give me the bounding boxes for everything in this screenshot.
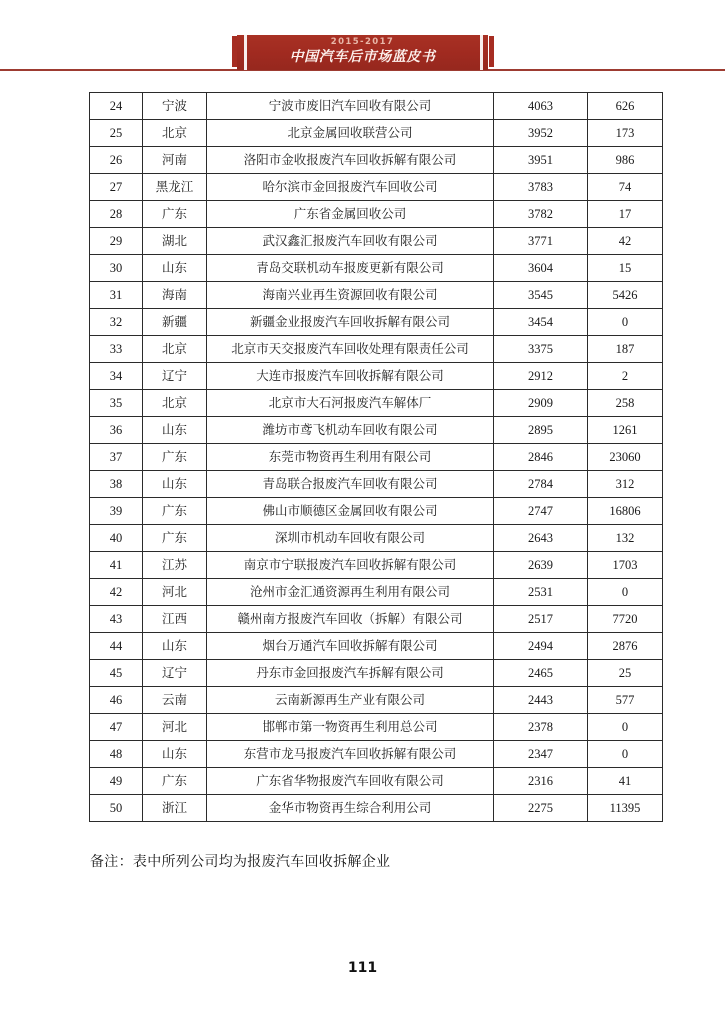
cell-value-2: 42 (588, 228, 663, 255)
cell-company: 南京市宁联报废汽车回收拆解有限公司 (207, 552, 494, 579)
cell-value-1: 3604 (494, 255, 588, 282)
cell-region: 北京 (143, 120, 207, 147)
table-row (90, 633, 663, 660)
cell-region: 北京 (143, 390, 207, 417)
cell-value-1: 2378 (494, 714, 588, 741)
cell-company: 青岛交联机动车报废更新有限公司 (207, 255, 494, 282)
header-title: 中国汽车后市场蓝皮书 (289, 49, 436, 65)
cell-value-1: 2531 (494, 579, 588, 606)
table-row (90, 795, 663, 822)
cell-rank: 33 (90, 336, 143, 363)
cell-rank: 46 (90, 687, 143, 714)
cell-rank: 25 (90, 120, 143, 147)
cell-value-2: 258 (588, 390, 663, 417)
cell-region: 广东 (143, 444, 207, 471)
cell-value-1: 2465 (494, 660, 588, 687)
table-row (90, 336, 663, 363)
cell-value-2: 23060 (588, 444, 663, 471)
cell-company: 北京市大石河报废汽车解体厂 (207, 390, 494, 417)
cell-value-2: 0 (588, 714, 663, 741)
cell-company: 赣州南方报废汽车回收（拆解）有限公司 (207, 606, 494, 633)
cell-region: 山东 (143, 255, 207, 282)
cell-value-2: 0 (588, 579, 663, 606)
cell-value-2: 577 (588, 687, 663, 714)
cell-region: 云南 (143, 687, 207, 714)
table-row (90, 444, 663, 471)
banner-tick-right (489, 36, 494, 67)
cell-value-1: 2316 (494, 768, 588, 795)
cell-rank: 31 (90, 282, 143, 309)
cell-region: 浙江 (143, 795, 207, 822)
cell-company: 新疆金业报废汽车回收拆解有限公司 (207, 309, 494, 336)
cell-value-2: 11395 (588, 795, 663, 822)
cell-value-1: 2494 (494, 633, 588, 660)
recycling-companies-table (89, 92, 641, 822)
table-row (90, 714, 663, 741)
cell-value-1: 3951 (494, 147, 588, 174)
cell-value-1: 2517 (494, 606, 588, 633)
cell-value-2: 132 (588, 525, 663, 552)
cell-value-1: 2643 (494, 525, 588, 552)
table-footnote: 备注：表中所列公司均为报废汽车回收拆解企业 (90, 855, 391, 870)
page-number: 111 (347, 960, 378, 976)
table-row (90, 228, 663, 255)
cell-company: 北京市天交报废汽车回收处理有限责任公司 (207, 336, 494, 363)
cell-company: 洛阳市金收报废汽车回收拆解有限公司 (207, 147, 494, 174)
cell-rank: 32 (90, 309, 143, 336)
cell-value-1: 2747 (494, 498, 588, 525)
cell-value-2: 74 (588, 174, 663, 201)
cell-region: 江苏 (143, 552, 207, 579)
cell-rank: 39 (90, 498, 143, 525)
cell-region: 山东 (143, 741, 207, 768)
cell-company: 广东省华物报废汽车回收有限公司 (207, 768, 494, 795)
table-row (90, 282, 663, 309)
cell-company: 哈尔滨市金回报废汽车回收公司 (207, 174, 494, 201)
cell-value-2: 2 (588, 363, 663, 390)
cell-value-2: 0 (588, 309, 663, 336)
cell-region: 河南 (143, 147, 207, 174)
table-row (90, 552, 663, 579)
cell-company: 宁波市废旧汽车回收有限公司 (207, 93, 494, 120)
cell-company: 深圳市机动车回收有限公司 (207, 525, 494, 552)
cell-value-1: 3771 (494, 228, 588, 255)
cell-region: 广东 (143, 525, 207, 552)
cell-value-2: 7720 (588, 606, 663, 633)
cell-region: 海南 (143, 282, 207, 309)
cell-rank: 36 (90, 417, 143, 444)
cell-company: 烟台万通汽车回收拆解有限公司 (207, 633, 494, 660)
cell-region: 新疆 (143, 309, 207, 336)
cell-region: 广东 (143, 201, 207, 228)
cell-region: 河北 (143, 714, 207, 741)
header-year-range: 2015-2017 (330, 37, 395, 47)
cell-rank: 42 (90, 579, 143, 606)
cell-rank: 50 (90, 795, 143, 822)
cell-region: 辽宁 (143, 363, 207, 390)
cell-rank: 30 (90, 255, 143, 282)
cell-value-2: 5426 (588, 282, 663, 309)
cell-value-1: 3783 (494, 174, 588, 201)
table-row (90, 174, 663, 201)
cell-region: 宁波 (143, 93, 207, 120)
cell-value-2: 187 (588, 336, 663, 363)
cell-company: 丹东市金回报废汽车拆解有限公司 (207, 660, 494, 687)
cell-region: 山东 (143, 633, 207, 660)
cell-company: 金华市物资再生综合利用公司 (207, 795, 494, 822)
cell-region: 河北 (143, 579, 207, 606)
table-row (90, 498, 663, 525)
table-row (90, 687, 663, 714)
cell-rank: 45 (90, 660, 143, 687)
cell-value-1: 2846 (494, 444, 588, 471)
cell-value-1: 2895 (494, 417, 588, 444)
cell-rank: 43 (90, 606, 143, 633)
table-row (90, 660, 663, 687)
cell-rank: 49 (90, 768, 143, 795)
cell-value-2: 626 (588, 93, 663, 120)
table-row (90, 255, 663, 282)
cell-region: 辽宁 (143, 660, 207, 687)
cell-rank: 40 (90, 525, 143, 552)
cell-rank: 48 (90, 741, 143, 768)
cell-company: 云南新源再生产业有限公司 (207, 687, 494, 714)
cell-value-1: 2275 (494, 795, 588, 822)
table-row (90, 741, 663, 768)
cell-value-2: 986 (588, 147, 663, 174)
cell-region: 山东 (143, 471, 207, 498)
cell-value-1: 3782 (494, 201, 588, 228)
table-row (90, 579, 663, 606)
table-row (90, 120, 663, 147)
cell-rank: 38 (90, 471, 143, 498)
table-row (90, 201, 663, 228)
cell-value-2: 1703 (588, 552, 663, 579)
cell-company: 东莞市物资再生利用有限公司 (207, 444, 494, 471)
cell-value-2: 41 (588, 768, 663, 795)
cell-company: 邯郸市第一物资再生利用总公司 (207, 714, 494, 741)
cell-rank: 29 (90, 228, 143, 255)
table-row (90, 390, 663, 417)
cell-rank: 41 (90, 552, 143, 579)
cell-rank: 26 (90, 147, 143, 174)
cell-rank: 35 (90, 390, 143, 417)
cell-company: 大连市报废汽车回收拆解有限公司 (207, 363, 494, 390)
cell-region: 广东 (143, 768, 207, 795)
cell-value-2: 17 (588, 201, 663, 228)
table-row (90, 147, 663, 174)
cell-rank: 34 (90, 363, 143, 390)
cell-value-1: 2639 (494, 552, 588, 579)
cell-value-2: 2876 (588, 633, 663, 660)
table-row (90, 93, 663, 120)
cell-value-1: 2347 (494, 741, 588, 768)
cell-company: 潍坊市鸢飞机动车回收有限公司 (207, 417, 494, 444)
cell-rank: 47 (90, 714, 143, 741)
table-row (90, 417, 663, 444)
header-banner (237, 35, 488, 70)
cell-company: 东营市龙马报废汽车回收拆解有限公司 (207, 741, 494, 768)
cell-value-1: 4063 (494, 93, 588, 120)
cell-value-1: 3454 (494, 309, 588, 336)
cell-value-2: 312 (588, 471, 663, 498)
table-row (90, 363, 663, 390)
cell-value-2: 25 (588, 660, 663, 687)
cell-region: 广东 (143, 498, 207, 525)
cell-region: 湖北 (143, 228, 207, 255)
cell-rank: 44 (90, 633, 143, 660)
cell-region: 山东 (143, 417, 207, 444)
page-header (0, 0, 725, 78)
cell-rank: 24 (90, 93, 143, 120)
cell-value-1: 3545 (494, 282, 588, 309)
cell-value-2: 0 (588, 741, 663, 768)
cell-company: 武汉鑫汇报废汽车回收有限公司 (207, 228, 494, 255)
cell-company: 沧州市金汇通资源再生利用有限公司 (207, 579, 494, 606)
cell-value-1: 3952 (494, 120, 588, 147)
cell-region: 北京 (143, 336, 207, 363)
cell-company: 海南兴业再生资源回收有限公司 (207, 282, 494, 309)
table-row (90, 309, 663, 336)
table-row (90, 768, 663, 795)
cell-rank: 28 (90, 201, 143, 228)
cell-value-1: 2912 (494, 363, 588, 390)
cell-company: 北京金属回收联营公司 (207, 120, 494, 147)
cell-company: 佛山市顺德区金属回收有限公司 (207, 498, 494, 525)
table-row (90, 525, 663, 552)
cell-region: 江西 (143, 606, 207, 633)
cell-region: 黑龙江 (143, 174, 207, 201)
cell-value-2: 16806 (588, 498, 663, 525)
cell-value-2: 15 (588, 255, 663, 282)
cell-rank: 37 (90, 444, 143, 471)
cell-value-1: 2784 (494, 471, 588, 498)
cell-value-1: 3375 (494, 336, 588, 363)
cell-value-2: 173 (588, 120, 663, 147)
cell-value-1: 2443 (494, 687, 588, 714)
table-row (90, 471, 663, 498)
table-row (90, 606, 663, 633)
cell-rank: 27 (90, 174, 143, 201)
cell-value-2: 1261 (588, 417, 663, 444)
cell-value-1: 2909 (494, 390, 588, 417)
cell-company: 广东省金属回收公司 (207, 201, 494, 228)
cell-company: 青岛联合报废汽车回收有限公司 (207, 471, 494, 498)
